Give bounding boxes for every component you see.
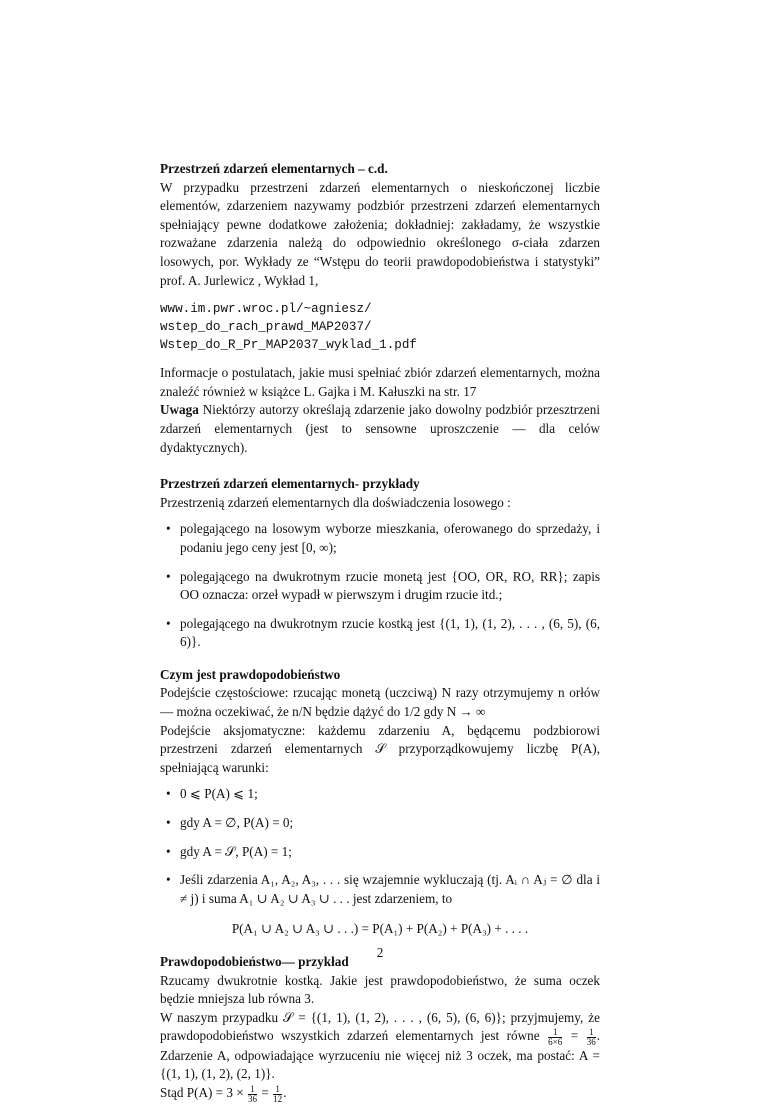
url-line[interactable]: www.im.pwr.wroc.pl/~agniesz/ — [160, 302, 372, 317]
section-heading: Czym jest prawdopodobieństwo — [160, 666, 341, 682]
bullet-icon: • — [166, 521, 171, 537]
paragraph: Rzucamy dwukrotnie kostką. Jakie jest prawdopodobieństwo, że suma oczek będzie mniejsza lub równa 3. — [160, 972, 600, 1007]
note-text: Niektórzy autorzy określają zdarzenie jako dowolny podzbiór przesztrzeni zdarzeń elementarnych (jest to sensowne uproszczenie — dla celów dydaktycznych). — [160, 402, 600, 455]
section-sample-space-cont — [160, 160, 600, 457]
section-probability — [160, 666, 600, 939]
list-item: • Jeśli zdarzenia A₁, A₂, A₃, . . . się wzajemnie wykluczają (tj. Aᵢ ∩ Aⱼ = ∅ dla i ≠ j) i suma A₁ ∪ A₂ ∪ A₃ ∪ . . . jest zdarzeniem, to — [166, 872, 600, 906]
url-line[interactable]: Wstep_do_R_Pr_MAP2037_wyklad_1.pdf — [160, 338, 417, 353]
bullet-icon: • — [166, 815, 171, 831]
paragraph: W naszym przypadku 𝒮 = {(1, 1), (1, 2), . . . , (6, 5), (6, 6)}; przyjmujemy, że prawdopodobieństwo wszystkich zdarzeń elementarnych jest równe $\frac{1}{6\times 6}$ = $\frac{1}{36}$ . Zdarzenie A, odpowiadające wyrzuceniu nie więcej niż 3 oczek, ma postać: A = {(1, 1), (1, 2), (2, 1)}. — [160, 1009, 601, 1082]
paragraph: Informacje o postulatach, jakie musi spełniać zbiór zdarzeń elementarnych, można znaleźć również w książce L. Gajka i M. Kałuszki na str. 17 — [160, 365, 600, 399]
page-number: 2 — [376, 945, 384, 960]
fraction: $\frac{1}{6\times 6}$ — [548, 1026, 563, 1047]
list-item: • gdy A = 𝒮, P(A) = 1; — [160, 843, 600, 862]
note-label: Uwaga — [160, 402, 199, 418]
bullet-icon: • — [166, 615, 171, 631]
paragraph: W przypadku przestrzeni zdarzeń elementarnych o nieskończonej liczbie elementów, zdarzeniem nazywamy podzbiór przestrzeni zdarzeń elementarnych spełniający pewne dodatkowe założenia; dokładniej: zakładamy, że wszystkie rozważane zdarzenia należą do odpowiednio określonego σ-ciała zdarzen losowych, por. Wykłady ze “Wstępu do teorii prawdopodobieństwa i statystyki” prof. A. Jurlewicz , Wykład 1, — [160, 179, 600, 288]
fraction: $\frac{1}{36}$ — [586, 1026, 596, 1047]
note-paragraph — [160, 401, 600, 457]
url-block[interactable] — [160, 300, 600, 354]
section-heading: Przestrzeń zdarzeń elementarnych- przykłady — [160, 476, 420, 492]
list-item: • polegającego na dwukrotnym rzucie monetą jest {OO, OR, RO, RR}; zapis OO oznacza: orzeł wypadł w pierwszym i drugim rzucie itd.; — [166, 568, 600, 603]
section-probability-example — [160, 953, 600, 1104]
list-item: • 0 ⩽ P(A) ⩽ 1; — [160, 785, 600, 804]
document-page — [160, 160, 600, 1118]
bullet-icon: • — [166, 872, 171, 888]
bullet-list — [160, 520, 600, 652]
bullet-list — [160, 785, 600, 908]
paragraph: Podejście aksjomatyczne: każdemu zdarzeniu A, będącemu podzbiorowi przestrzeni zdarzeń elementarnych 𝒮 przyporządkowujemy liczbę P(A), spełniającą warunki: — [160, 722, 600, 775]
list-item: • polegającego na losowym wyborze mieszkania, oferowanego do sprzedaży, i podaniu jego ceny jest [0, ∞); — [166, 521, 600, 555]
fraction: $\frac{1}{36}$ — [248, 1083, 258, 1104]
section-examples — [160, 475, 600, 652]
fraction: $\frac{1}{12}$ — [273, 1083, 283, 1104]
list-item: • polegającego na dwukrotnym rzucie kostką jest {(1, 1), (1, 2), . . . , (6, 5), (6, 6)}. — [166, 615, 600, 650]
bullet-icon: • — [166, 568, 171, 584]
list-item: • gdy A = ∅, P(A) = 0; — [160, 814, 600, 833]
bullet-icon: • — [166, 843, 171, 859]
paragraph: Podejście częstościowe: rzucając monetą (uczciwą) N razy otrzymujemy n orłów— można oczekiwać, że n/N będzie dążyć do 1/2 gdy N → ∞ — [160, 685, 600, 720]
url-line[interactable]: wstep_do_rach_prawd_MAP2037/ — [160, 320, 372, 335]
bullet-icon: • — [166, 786, 171, 802]
paragraph: Przestrzenią zdarzeń elementarnych dla doświadczenia losowego : — [160, 494, 511, 510]
display-equation: P(A₁ ∪ A₂ ∪ A₃ ∪ . . .) = P(A₁) + P(A₂) + P(A₃) + . . . . — [231, 921, 529, 937]
section-heading: Prawdopodobieństwo— przykład — [160, 954, 349, 969]
paragraph: Stąd P(A) = 3 × $\frac{1}{36}$ = $\frac{1}{12}$ . — [160, 1083, 287, 1104]
section-heading: Przestrzeń zdarzeń elementarnych – c.d. — [160, 161, 388, 176]
